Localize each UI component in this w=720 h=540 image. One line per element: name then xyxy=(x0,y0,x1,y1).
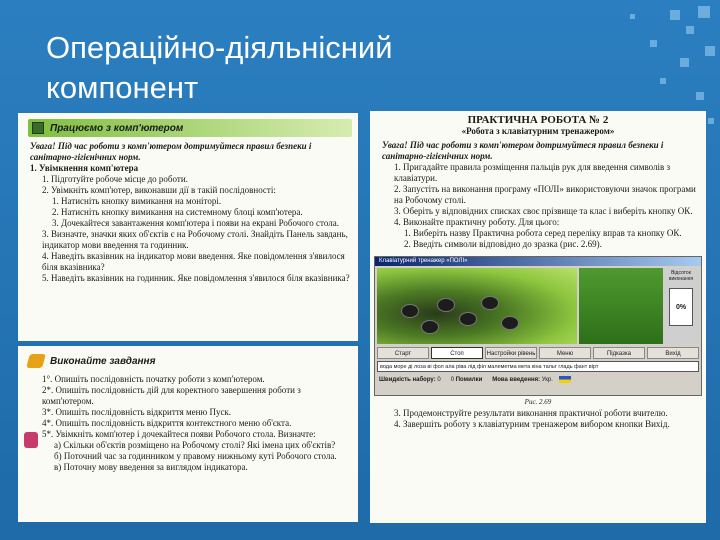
trainer-toolbar xyxy=(377,347,699,359)
errors-label: Помилки xyxy=(455,377,483,383)
stop-button[interactable]: Стоп xyxy=(431,347,483,359)
pencil-icon xyxy=(26,354,46,368)
tasks-header-label: Виконайте завдання xyxy=(50,355,156,367)
task-subitem: а) Скільки об'єктів розміщено на Робочому столі? Які імена цих об'єктів? xyxy=(54,440,336,450)
substep: 1. Натисніть кнопку вимикання на моніторі. xyxy=(52,196,222,206)
warning-label: Увага! xyxy=(382,140,408,150)
warning-text: Під час роботи з комп'ютером дотримуйтеся правил безпеки і санітарно-гігієнічних норм. xyxy=(30,141,312,162)
start-button[interactable]: Старт xyxy=(377,347,429,359)
task-item: 4*. Опишіть послідовність відкриття контекстного меню об'єкта. xyxy=(42,418,292,428)
progress-value: 0% xyxy=(669,288,693,326)
practical-work-subtitle: «Робота з клавіатурним тренажером» xyxy=(461,126,615,136)
section-title: 1. Увімкнення комп'ютера xyxy=(30,163,139,173)
tasks-panel xyxy=(18,346,358,522)
step: 2. Увімкніть комп'ютер, виконавши дії в такій послідовності: xyxy=(42,185,276,195)
task-subitem: б) Поточний час за годинником у правому нижньому куті Робочого стола. xyxy=(54,451,337,461)
step: 4. Наведіть вказівник на індикатор мови введення. Яке повідомлення з'явилося біля вказівника? xyxy=(42,251,345,272)
step: 1. Підготуйте робоче місце до роботи. xyxy=(42,174,188,184)
step: 4. Завершіть роботу з клавіатурним тренажером вибором кнопки Вихід. xyxy=(394,419,670,429)
status-bar xyxy=(377,375,699,386)
slide-title: Операційно-діяльнісний компонент xyxy=(46,30,393,105)
settings-level-button[interactable]: Настройки рівень xyxy=(485,347,537,359)
window-title: Клавіатурний тренажер «ПОЛІ» xyxy=(375,257,701,266)
hint-button[interactable]: Підказка xyxy=(593,347,645,359)
step: 3. Продемонструйте результати виконання практичної роботи вчителю. xyxy=(394,408,668,418)
speed-value: 0 xyxy=(437,377,441,383)
tasks-header xyxy=(28,352,352,370)
computer-icon xyxy=(32,122,44,134)
typing-trainer-window xyxy=(374,256,702,396)
step: 1. Пригадайте правила розміщення пальців рук для введення символів з клавіатури. xyxy=(394,162,671,183)
figure-caption: Рис. 2.69 xyxy=(524,398,552,406)
warning-text: Під час роботи з комп'ютером дотримуйтеся правил безпеки і санітарно-гігієнічних норм. xyxy=(382,140,664,161)
step: 4. Виконайте практичну роботу. Для цього: xyxy=(394,217,560,227)
task-subitem: в) Поточну мову введення за виглядом індикатора. xyxy=(54,462,248,472)
progress-panel xyxy=(663,268,699,344)
keyboard-photo xyxy=(377,268,577,344)
step: 2. Запустіть на виконання програму «ПОЛІ» використовуючи значок програми на Робочому столі. xyxy=(394,184,696,205)
typing-sample-text[interactable]: вода море ді лоза ві фол ала ріва лід філ малеметма мета кіна тальт гладь фант вірт xyxy=(377,361,699,372)
progress-label: Відсоток виконання xyxy=(668,270,694,282)
flag-icon xyxy=(559,376,571,383)
practical-work-title: ПРАКТИЧНА РОБОТА № 2 xyxy=(467,114,609,126)
step: 3. Визначте, значки яких об'єктів є на Робочому столі. Знайдіть Панель завдань, індикатор мови введення та годинник. xyxy=(42,229,348,250)
task-item: 2*. Опишіть послідовність дій для коректного завершення роботи з комп'ютером. xyxy=(42,385,301,406)
practical-work-panel xyxy=(370,111,706,523)
exit-button[interactable]: Вихід xyxy=(647,347,699,359)
substep: 2. Натисніть кнопку вимикання на системному блоці комп'ютера. xyxy=(52,207,303,217)
working-with-computer-panel xyxy=(18,113,358,341)
substep: 3. Дочекайтеся завантаження комп'ютера і появи на екрані Робочого стола. xyxy=(52,218,339,228)
section-header-label: Працюємо з комп'ютером xyxy=(50,122,184,134)
task-item: 1°. Опишіть послідовність початку роботи з комп'ютером. xyxy=(42,374,265,384)
step: 3. Оберіть у відповідних списках своє прізвище та клас і виберіть кнопку ОК. xyxy=(394,206,693,216)
menu-button[interactable]: Меню xyxy=(539,347,591,359)
section-header xyxy=(28,119,352,137)
task-item: 5*. Увімкніть комп'ютер і дочекайтеся появи Робочого стола. Визначте: xyxy=(42,429,316,439)
task-item: 3*. Опишіть послідовність відкриття меню Пуск. xyxy=(42,407,232,417)
warning-label: Увага! xyxy=(30,141,56,151)
lang-value: Укр. xyxy=(541,377,553,383)
step: 5. Наведіть вказівник на годинник. Яке повідомлення з'явилося біля вказівника? xyxy=(42,273,350,283)
computer-task-icon xyxy=(24,432,38,448)
lang-label: Мова введення: xyxy=(492,377,541,383)
substep: 2. Введіть символи відповідно до зразка (рис. 2.69). xyxy=(404,239,602,249)
green-banner xyxy=(579,268,669,344)
speed-label: Швидкість набору: xyxy=(379,377,436,383)
errors-value: 0 xyxy=(450,377,455,383)
substep: 1. Виберіть назву Практична робота серед переліку вправ та кнопку ОК. xyxy=(404,228,682,238)
